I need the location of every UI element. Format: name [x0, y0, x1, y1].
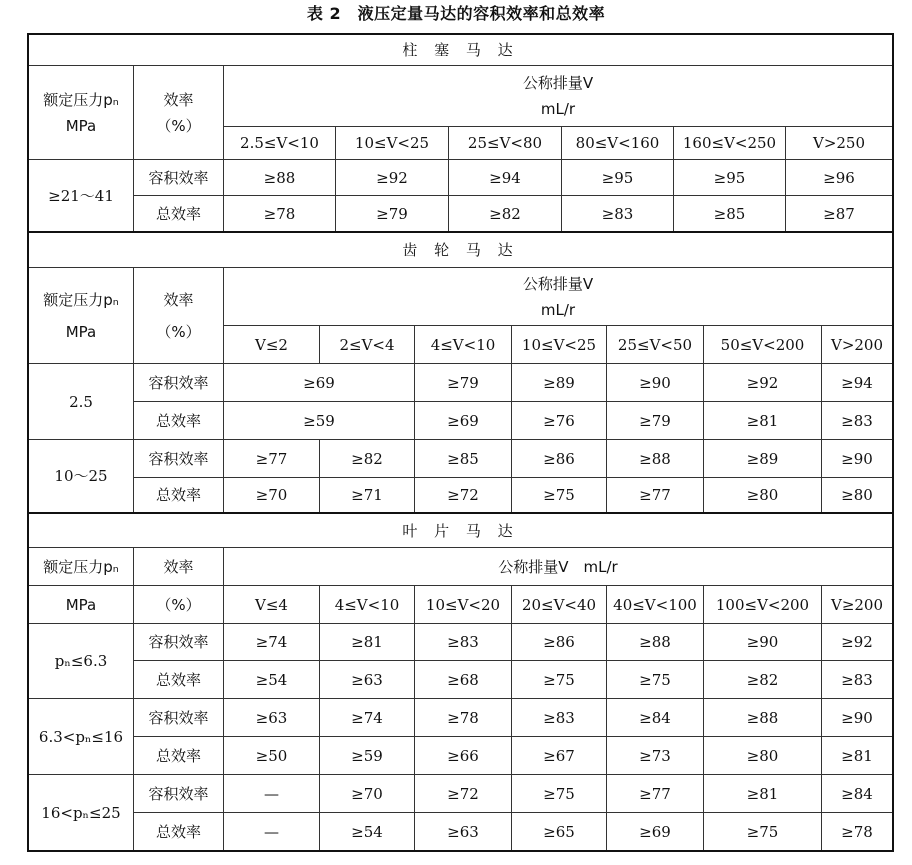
value-cell: ≥59	[320, 737, 415, 775]
volumetric-efficiency-label: 容积效率	[134, 624, 224, 661]
value-cell: ≥72	[415, 478, 512, 512]
gear-motor-block	[29, 231, 892, 512]
value-cell: ≥92	[704, 364, 822, 402]
value-cell: ≥63	[415, 813, 512, 850]
value-cell: ≥82	[449, 196, 562, 231]
value-cell: ≥75	[512, 478, 607, 512]
value-cell: ≥70	[224, 478, 320, 512]
pressure-cell: 6.3<pₙ≤16	[29, 699, 134, 775]
volumetric-efficiency-label: 容积效率	[134, 775, 224, 813]
total-efficiency-label: 总效率	[134, 478, 224, 512]
pressure-cell: 16<pₙ≤25	[29, 775, 134, 850]
total-efficiency-label: 总效率	[134, 402, 224, 440]
pressure-cell: ≥21～41	[29, 160, 134, 231]
value-cell: ≥79	[415, 364, 512, 402]
volumetric-efficiency-label: 容积效率	[134, 364, 224, 402]
value-cell: ≥90	[822, 440, 892, 478]
displacement-header: 公称排量V mL/r	[224, 548, 892, 586]
value-cell: ≥88	[704, 699, 822, 737]
value-cell: ≥68	[415, 661, 512, 699]
value-cell: ≥86	[512, 440, 607, 478]
value-cell: ≥92	[336, 160, 449, 196]
range-cell: 2≤V<4	[320, 326, 415, 364]
value-cell: ≥79	[607, 402, 704, 440]
value-cell: ≥79	[336, 196, 449, 231]
vane-motor-block	[29, 512, 892, 850]
pressure-header	[29, 66, 134, 160]
table-title: 表 2 液压定量马达的容积效率和总效率	[306, 4, 606, 23]
value-cell: ≥90	[704, 624, 822, 661]
range-cell: 20≤V<40	[512, 586, 607, 624]
value-cell: ≥90	[607, 364, 704, 402]
value-cell: ≥95	[674, 160, 786, 196]
displacement-header-unit: mL/r	[540, 100, 576, 118]
volumetric-efficiency-label: 容积效率	[134, 699, 224, 737]
value-cell: ≥74	[320, 699, 415, 737]
value-cell: ≥78	[224, 196, 336, 231]
range-cell: 25≤V<80	[449, 127, 562, 160]
value-cell: ≥70	[320, 775, 415, 813]
range-cell: 100≤V<200	[704, 586, 822, 624]
value-cell: ≥81	[704, 402, 822, 440]
vane-section-title: 叶 片 马 达	[29, 514, 892, 548]
value-cell: ≥50	[224, 737, 320, 775]
value-cell: ≥74	[224, 624, 320, 661]
value-cell: ≥77	[607, 478, 704, 512]
total-efficiency-label: 总效率	[134, 737, 224, 775]
pressure-header-unit: MPa	[65, 116, 97, 135]
range-cell: V≥200	[822, 586, 892, 624]
value-cell: ≥96	[786, 160, 892, 196]
value-cell: ≥75	[704, 813, 822, 850]
value-cell: ≥81	[320, 624, 415, 661]
value-cell: ≥73	[607, 737, 704, 775]
value-cell: ≥87	[823, 204, 855, 223]
efficiency-header-label: 效率	[163, 90, 194, 109]
value-cell: ≥81	[822, 737, 892, 775]
pressure-header-unit: MPa	[29, 586, 134, 624]
value-cell: ≥94	[822, 364, 892, 402]
value-cell: ≥67	[512, 737, 607, 775]
value-cell: —	[224, 775, 320, 813]
piston-motor-block	[29, 35, 892, 231]
range-cell: 160≤V<250	[674, 127, 786, 160]
pressure-cell: 10～25	[29, 440, 134, 512]
value-cell: ≥82	[320, 440, 415, 478]
value-cell: ≥82	[704, 661, 822, 699]
piston-section-title: 柱 塞 马 达	[29, 35, 892, 66]
value-cell: ≥92	[822, 624, 892, 661]
value-cell: ≥77	[607, 775, 704, 813]
gear-section-title: 齿 轮 马 达	[29, 233, 892, 268]
value-cell: ≥65	[512, 813, 607, 850]
value-cell: ≥69	[415, 402, 512, 440]
range-cell: 80≤V<160	[562, 127, 674, 160]
total-efficiency-label: 总效率	[134, 196, 224, 231]
pressure-header-label: 额定压力pₙ	[43, 290, 119, 309]
value-cell: ≥59	[224, 402, 415, 440]
value-cell: ≥85	[674, 196, 786, 231]
value-cell: ≥69	[607, 813, 704, 850]
efficiency-header-unit: （%）	[156, 116, 201, 135]
value-cell: ≥89	[512, 364, 607, 402]
pressure-cell: 2.5	[29, 364, 134, 440]
displacement-header-label: 公称排量V	[522, 274, 594, 293]
value-cell: ≥75	[607, 661, 704, 699]
value-cell: —	[224, 813, 320, 850]
value-cell: ≥95	[562, 160, 674, 196]
displacement-header-unit: mL/r	[540, 300, 576, 319]
value-cell: ≥63	[320, 661, 415, 699]
pressure-cell: pₙ≤6.3	[29, 624, 134, 699]
pressure-header-unit: MPa	[65, 322, 97, 341]
efficiency-table	[27, 33, 894, 852]
value-cell: ≥88	[607, 440, 704, 478]
value-cell: ≥71	[320, 478, 415, 512]
displacement-header-label: 公称排量V	[522, 74, 594, 92]
value-cell: ≥54	[320, 813, 415, 850]
value-cell: ≥89	[704, 440, 822, 478]
range-cell: 2.5≤V<10	[224, 127, 336, 160]
efficiency-header-label: 效率	[163, 290, 194, 309]
range-cell: 4≤V<10	[320, 586, 415, 624]
efficiency-header-unit: （%）	[134, 586, 224, 624]
range-cell: V>200	[822, 326, 892, 364]
value-cell: ≥69	[224, 364, 415, 402]
value-cell: ≥83	[822, 402, 892, 440]
pressure-header-label: 额定压力pₙ	[29, 548, 134, 586]
pressure-header	[29, 268, 134, 364]
value-cell: ≥81	[704, 775, 822, 813]
efficiency-header	[134, 66, 224, 160]
volumetric-efficiency-label: 容积效率	[134, 440, 224, 478]
value-cell: ≥80	[704, 478, 822, 512]
value-cell: ≥77	[224, 440, 320, 478]
range-cell: 4≤V<10	[415, 326, 512, 364]
value-cell: ≥78	[415, 699, 512, 737]
range-cell: 25≤V<50	[607, 326, 704, 364]
pressure-header-label: 额定压力pₙ	[43, 90, 119, 109]
total-efficiency-label: 总效率	[134, 661, 224, 699]
value-cell: ≥88	[224, 160, 336, 196]
value-cell: ≥88	[607, 624, 704, 661]
value-cell: ≥66	[415, 737, 512, 775]
volumetric-efficiency-label: 容积效率	[134, 160, 224, 196]
value-cell: ≥80	[704, 737, 822, 775]
displacement-header	[224, 268, 892, 326]
value-cell: ≥84	[607, 699, 704, 737]
displacement-header	[224, 66, 892, 127]
value-cell: ≥54	[224, 661, 320, 699]
range-cell: V>250	[786, 127, 892, 160]
efficiency-header	[134, 268, 224, 364]
value-cell: ≥76	[512, 402, 607, 440]
value-cell: ≥83	[562, 196, 674, 231]
range-cell: 10≤V<25	[512, 326, 607, 364]
value-cell: ≥78	[841, 822, 873, 841]
value-cell: ≥83	[822, 661, 892, 699]
range-cell: 10≤V<25	[336, 127, 449, 160]
value-cell: ≥90	[822, 699, 892, 737]
value-cell: ≥80	[841, 486, 873, 504]
value-cell: ≥63	[224, 699, 320, 737]
value-cell: ≥75	[512, 775, 607, 813]
total-efficiency-label: 总效率	[134, 813, 224, 850]
value-cell: ≥86	[512, 624, 607, 661]
range-cell: V≤2	[224, 326, 320, 364]
value-cell: ≥83	[415, 624, 512, 661]
range-cell: 40≤V<100	[607, 586, 704, 624]
value-cell: ≥94	[449, 160, 562, 196]
value-cell: ≥75	[512, 661, 607, 699]
value-cell: ≥72	[415, 775, 512, 813]
range-cell: V≤4	[224, 586, 320, 624]
value-cell: ≥83	[512, 699, 607, 737]
range-cell: 50≤V<200	[704, 326, 822, 364]
efficiency-header-unit: （%）	[156, 322, 201, 341]
efficiency-header-label: 效率	[134, 548, 224, 586]
value-cell: ≥84	[822, 775, 892, 813]
value-cell: ≥85	[415, 440, 512, 478]
range-cell: 10≤V<20	[415, 586, 512, 624]
